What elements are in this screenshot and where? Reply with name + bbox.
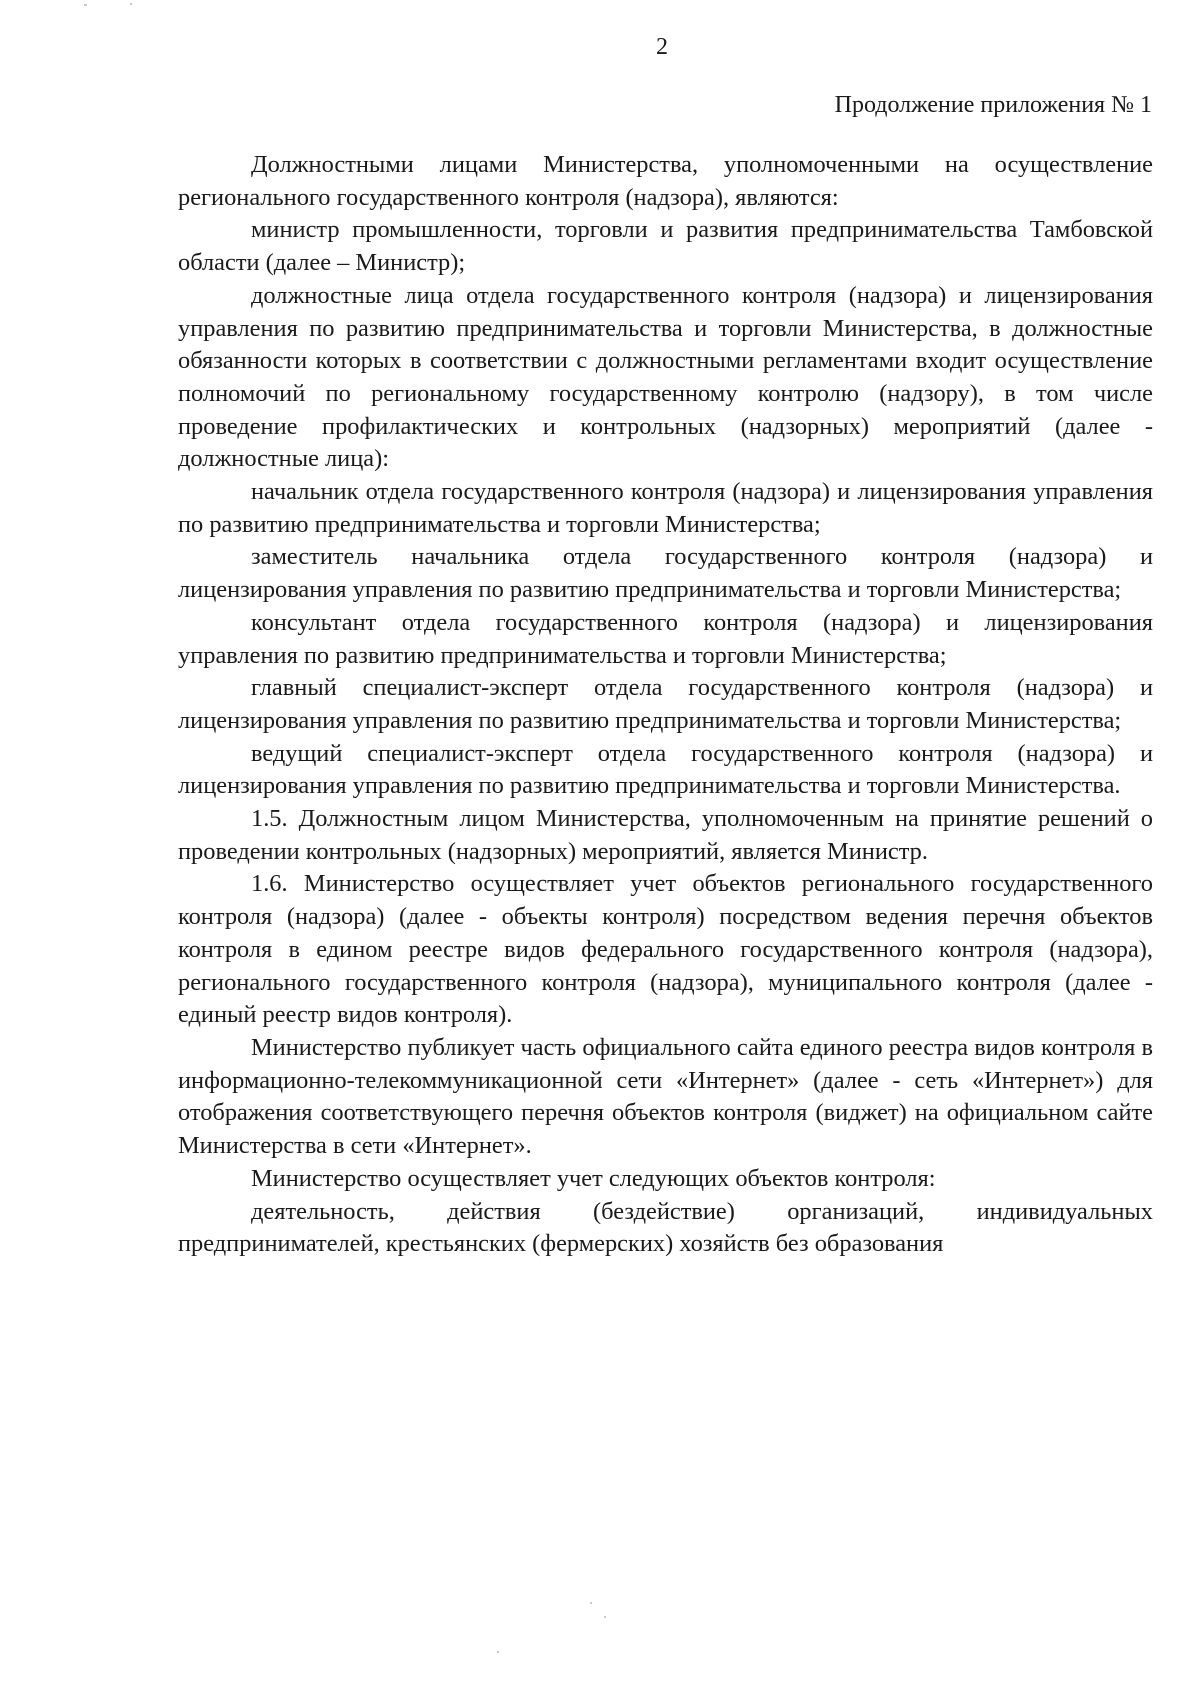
paragraph-minister: министр промышленности, торговли и развития предпринимательства Тамбовской области (далее – Министр); <box>178 216 1153 277</box>
paragraph-chief-specialist: главный специалист-эксперт отдела государственного контроля (надзора) и лицензирования управления по развитию предпринимательства и торговли Министерства; <box>178 674 1153 734</box>
scan-speck <box>130 3 132 5</box>
paragraph-deputy-head: заместитель начальника отдела государственного контроля (надзора) и лицензирования управления по развитию предпринимательства и торговли Министерства; <box>178 543 1153 604</box>
paragraph-leading-specialist: ведущий специалист-эксперт отдела государственного контроля (надзора) и лицензирования управления по развитию предпринимательства и торговли Министерства. <box>178 739 1153 800</box>
paragraph-control-objects-intro: Министерство осуществляет учет следующих объектов контроля: <box>251 1164 936 1192</box>
scan-speck <box>604 1616 606 1618</box>
paragraph-section-1-6: 1.6. Министерство осуществляет учет объектов регионального государственного контроля (надзора) (далее - объекты контроля) посредством ведения перечня объектов контроля в едином реестре видов федерального государственного контроля (надзора), регионального государственного контроля (надзора), муниципального контроля (далее - единый реестр видов контроля). <box>178 870 1153 1029</box>
paragraph-section-1-5: 1.5. Должностным лицом Министерства, уполномоченным на принятие решений о проведении контрольных (надзорных) мероприятий, является Министр. <box>178 805 1153 865</box>
paragraph-department-officials: должностные лица отдела государственного контроля (надзора) и лицензирования управления по развитию предпринимательства и торговли Министерства, в должностные обязанности которых в соответствии с должностными регламентами входит осуществление полномочий по региональному государственному контролю (надзору), в том числе проведение профилактических и контрольных (надзорных) мероприятий (далее - должностные лица): <box>178 281 1153 473</box>
scan-speck <box>590 1602 592 1604</box>
paragraph-head-of-department: начальник отдела государственного контроля (надзора) и лицензирования управления по развитию предпринимательства и торговли Министерства; <box>178 478 1153 538</box>
paragraph-widget-publication: Министерство публикует часть официального сайта единого реестра видов контроля в информационно-телекоммуникационной сети «Интернет» (далее - сеть «Интернет») для отображения соответствующего перечня объектов контроля (виджет) на официальном сайте Министерства в сети «Интернет». <box>178 1033 1153 1160</box>
paragraph-control-objects-activity: деятельность, действия (бездействие) организаций, индивидуальных предпринимателей, крестьянских (фермерских) хозяйств без образования <box>178 1197 1153 1258</box>
page-number: 2 <box>656 34 668 60</box>
document-body <box>178 149 1153 1261</box>
paragraph-consultant: консультант отдела государственного контроля (надзора) и лицензирования управления по развитию предпринимательства и торговли Министерства; <box>178 608 1153 669</box>
appendix-continuation-note: Продолжение приложения № 1 <box>834 92 1152 118</box>
paragraph-officials-intro: Должностными лицами Министерства, уполномоченными на осуществление регионального государственного контроля (надзора), являются: <box>178 151 1153 211</box>
scan-speck <box>84 4 87 6</box>
scan-speck <box>497 1651 499 1653</box>
